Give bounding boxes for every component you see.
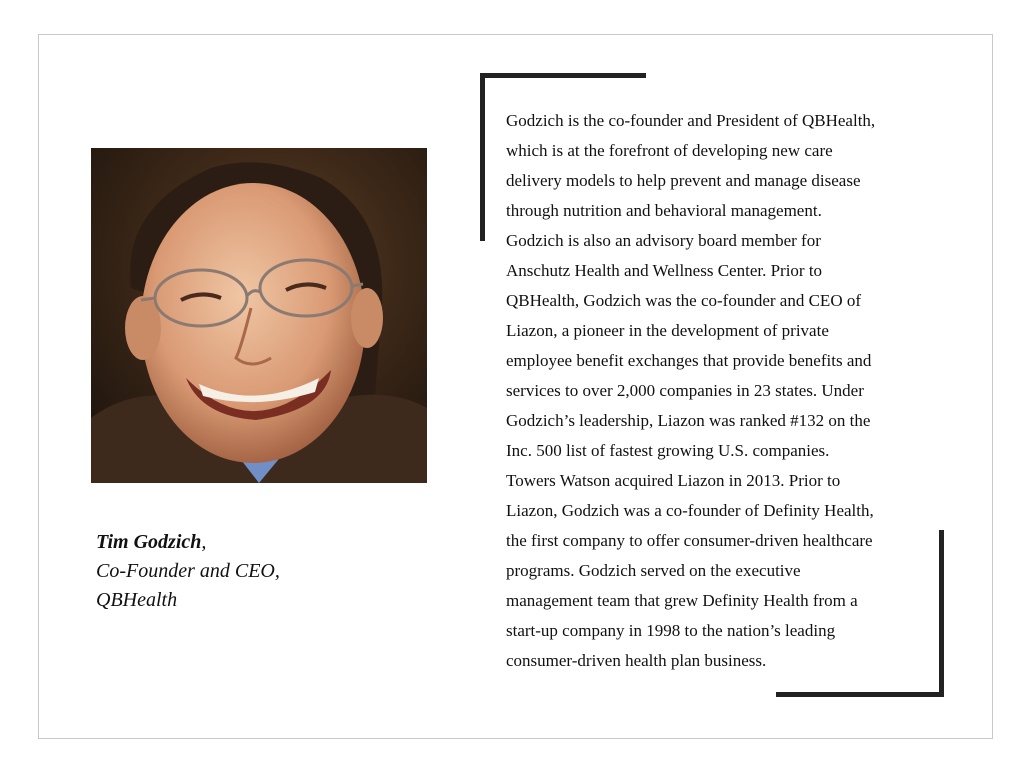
- profile-name-line: [96, 528, 416, 557]
- bracket-top-left-horizontal: [480, 73, 646, 78]
- profile-title-line2: QBHealth: [96, 589, 178, 611]
- portrait-illustration: [91, 148, 427, 483]
- profile-name-suffix: ,: [201, 531, 207, 553]
- bracket-top-left-vertical: [480, 73, 485, 241]
- bio-paragraph: Godzich is the co-founder and President of QBHealth, which is at the forefront of developing new care delivery models to help prevent and manage disease through nutrition and behavioral management. Godzich is also an advisory board member for Anschutz Health and Wellness Center. Prior to QBHealth, Godzich was the co-founder and CEO of Liazon, a pioneer in the development of private employee benefit exchanges that provide benefits and services to over 2,000 companies in 23 states. Under Godzich’s leadership, Liazon was ranked #132 on the Inc. 500 list of fastest growing U.S. companies. Towers Watson acquired Liazon in 2013. Prior to Liazon, Godzich was a co-founder of Definity Health, the first company to offer consumer-driven healthcare programs. Godzich served on the executive management team that grew Definity Health from a start-up company in 1998 to the nation’s leading consumer-driven health plan business.: [506, 111, 876, 670]
- bracket-bottom-right-horizontal: [776, 692, 944, 697]
- bracket-bottom-right-vertical: [939, 530, 944, 697]
- profile-caption: [96, 528, 416, 615]
- profile-name: Tim Godzich: [96, 531, 202, 553]
- portrait-photo: [91, 148, 427, 483]
- profile-title-line1: Co-Founder and CEO,: [96, 560, 280, 582]
